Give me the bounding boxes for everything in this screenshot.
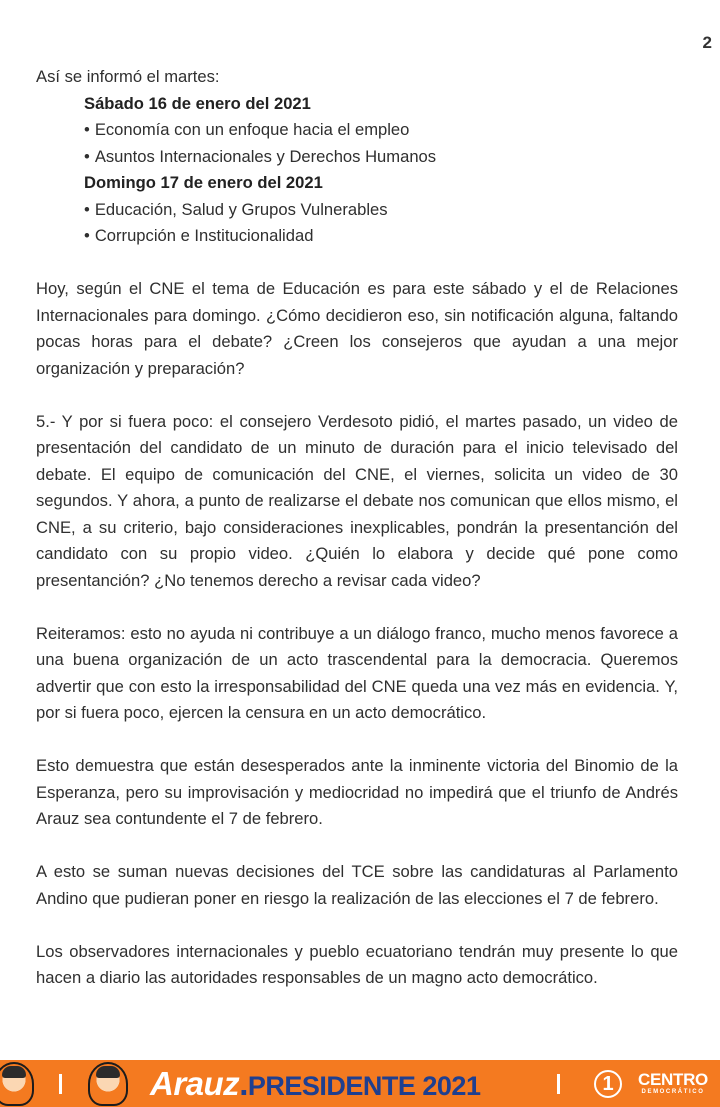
candidate-cartoon-icon	[88, 1062, 128, 1106]
party-logo	[630, 1071, 716, 1096]
schedule-topic: • Corrupción e Institucionalidad	[84, 223, 678, 250]
footer-divider	[59, 1074, 62, 1094]
schedule-day-sunday: Domingo 17 de enero del 2021	[84, 173, 323, 192]
brand-dot: .	[239, 1065, 248, 1102]
party-subtitle: DEMOCRÁTICO	[641, 1089, 705, 1095]
schedule-topic: • Asuntos Internacionales y Derechos Humanos	[84, 144, 678, 171]
list-number-badge: 1	[594, 1070, 622, 1098]
paragraph-reiteramos: Reiteramos: esto no ayuda ni contribuye a un diálogo franco, mucho menos favorece a una buena organización de un acto trascendental para la democracia. Queremos advertir que con esto la irresponsabilidad del CNE queda una vez más en evidencia. Y, por si fuera poco, ejercen la censura en un acto democrático.	[36, 623, 678, 722]
paragraph-video: 5.- Y por si fuera poco: el consejero Verdesoto pidió, el martes pasado, un video de presentación del candidato de un minuto de duración para el inicio televisado del debate. El equipo de comunicación del CNE, el viernes, solicita un video de 30 segundos. Y ahora, a punto de realizarse el debate nos comunican que ellos mismo, el CNE, a su criterio, bajo consideraciones inexplicables, pondrán la presentanción del candidato con su propio video. ¿Quién lo elabora y decide qué pone como presentanción? ¿No tenemos derecho a revisar cada video?	[36, 411, 678, 590]
page-number: 2	[702, 33, 712, 52]
paragraph-desesperados: Esto demuestra que están desesperados ante la inminente victoria del Binomio de la Esperanza, pero su improvisación y mediocridad no impedirá que el triunfo de Andrés Arauz sea contundente el 7 de febrero.	[36, 756, 678, 828]
brand-name: Arauz	[150, 1065, 240, 1102]
paragraph-observadores: Los observadores internacionales y pueblo ecuatoriano tendrán muy presente lo que hacen a diario las autoridades responsables de un magno acto democrático.	[36, 941, 678, 987]
candidate-portrait-icon	[0, 1062, 34, 1106]
footer-divider	[557, 1074, 560, 1094]
schedule-topic: • Educación, Salud y Grupos Vulnerables	[84, 197, 678, 224]
schedule-topic: • Economía con un enfoque hacia el empleo	[84, 117, 678, 144]
intro-line: Así se informó el martes:	[36, 67, 220, 86]
paragraph-cne-topics: Hoy, según el CNE el tema de Educación es para este sábado y el de Relaciones Internacionales para domingo. ¿Cómo decidieron eso, sin notificación alguna, faltando pocas horas para el debate? ¿Creen los consejeros que ayudan a una mejor organización y preparación?	[36, 279, 678, 378]
paragraph-tce: A esto se suman nuevas decisiones del TCE sobre las candidaturas al Parlamento Andino que pudieran poner en riesgo la realización de las elecciones el 7 de febrero.	[36, 862, 678, 908]
schedule-day-saturday: Sábado 16 de enero del 2021	[84, 93, 311, 113]
document-body	[36, 64, 678, 992]
brand-slogan: PRESIDENTE 2021	[247, 1071, 481, 1101]
campaign-brand	[150, 1065, 480, 1105]
debate-schedule	[84, 91, 678, 250]
campaign-footer-banner	[0, 1060, 720, 1107]
party-name: CENTRO	[638, 1070, 708, 1089]
